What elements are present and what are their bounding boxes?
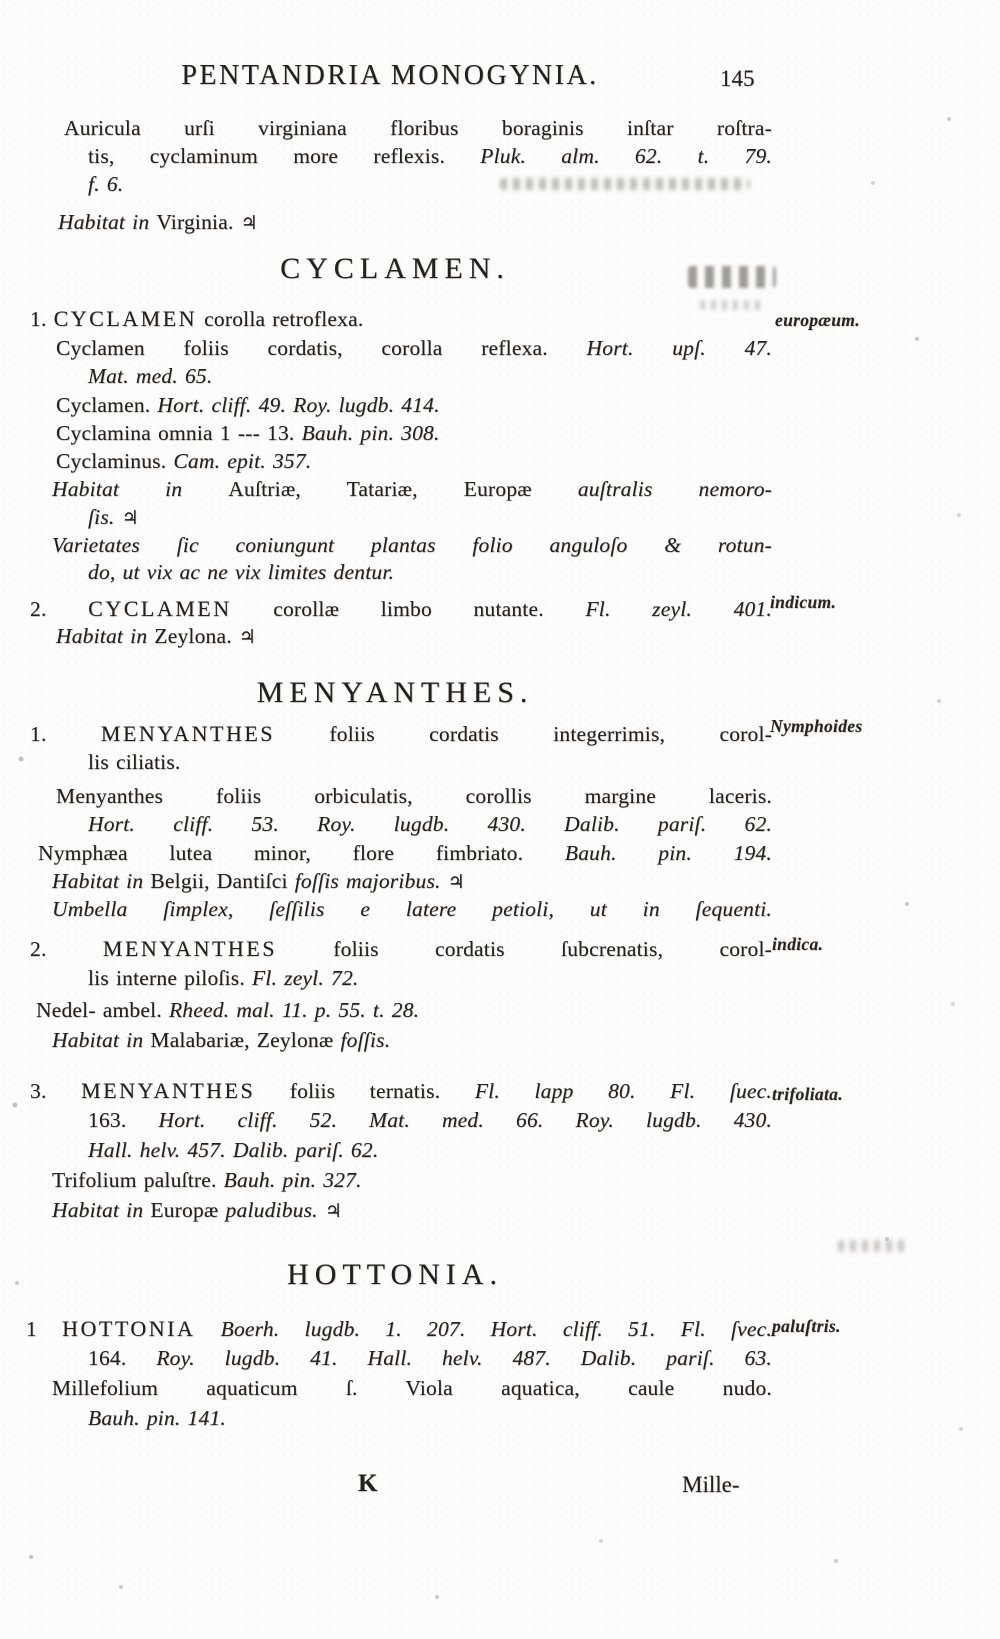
text-segment: ♃ xyxy=(447,871,465,893)
habitat-line xyxy=(52,869,465,894)
text-segment: lis ciliatis. xyxy=(88,750,181,774)
synonym-line xyxy=(56,393,440,418)
habitat-line xyxy=(52,1198,342,1223)
text-segment: 2. xyxy=(30,597,89,621)
text-segment: Umbella ſimplex, ſeſſilis e latere petioli, ut in ſequenti. xyxy=(52,897,772,921)
running-title: PENTANDRIA MONOGYNIA. xyxy=(181,60,599,91)
text-segment: Cam. epit. 357. xyxy=(173,449,312,473)
species-entry-line xyxy=(30,1078,772,1104)
text-segment xyxy=(195,1317,220,1341)
text-segment: Belgii, Dantiſci xyxy=(150,869,295,893)
text-segment: Bauh. pin. 327. xyxy=(223,1168,362,1192)
text-segment: Fl. zeyl. 72. xyxy=(251,966,359,990)
text-segment: ♃ xyxy=(324,1200,343,1222)
text-segment: foſſis. xyxy=(340,1028,391,1052)
synonym-line xyxy=(88,364,212,389)
synonym-line xyxy=(56,449,311,474)
scan-smudge xyxy=(838,1240,908,1252)
text-segment: Trifolium paluſtre. xyxy=(52,1168,224,1192)
text-segment: 2. xyxy=(30,937,103,961)
text-segment: Fl. zeyl. 401. xyxy=(585,597,772,621)
text-line xyxy=(88,144,772,169)
text-segment: Rheed. mal. 11. p. 55. t. 28. xyxy=(168,998,420,1022)
species-entry-line xyxy=(88,966,358,991)
text-segment: MENYANTHES xyxy=(102,936,277,961)
synonym-line xyxy=(52,1168,362,1193)
habitat-line xyxy=(56,624,256,649)
margin-epithet-nymphoides: Nymphoides xyxy=(770,716,863,736)
text-segment: Cyclaminus. xyxy=(56,449,174,473)
text-segment: do, ut vix ac ne vix limites dentur. xyxy=(88,560,395,584)
text-segment: Habitat in xyxy=(52,1198,151,1222)
text-segment: Cyclamina omnia 1 --- 13. xyxy=(56,421,302,445)
text-segment: 3. xyxy=(30,1079,82,1103)
scan-smudge xyxy=(700,300,762,310)
text-segment: 163. xyxy=(88,1108,159,1132)
text-segment: ♃ xyxy=(121,507,139,529)
note-line xyxy=(52,533,772,558)
text-segment: Auſtriæ, Tatariæ, Europæ xyxy=(228,477,578,501)
text-segment: corollæ limbo nutante. xyxy=(231,597,586,621)
text-segment: Pluk. alm. 62. t. 79. xyxy=(480,144,772,168)
text-segment: 1. xyxy=(30,307,54,331)
text-segment: CYCLAMEN xyxy=(88,596,232,621)
text-segment: Mat. med. 65. xyxy=(88,364,213,388)
text-segment: Bauh. pin. 141. xyxy=(88,1406,226,1430)
margin-epithet-europaeum: europæum. xyxy=(775,310,860,330)
text-segment: foliis cordatis integerrimis, corol- xyxy=(275,722,772,746)
text-segment: foſſis majoribus. xyxy=(294,869,448,893)
synonym-line xyxy=(56,784,772,809)
text-segment: Cyclamen foliis cordatis, corolla reflexa. xyxy=(56,336,587,360)
note-line xyxy=(88,560,394,585)
citation-line xyxy=(88,1138,378,1163)
text-line xyxy=(64,116,772,141)
synonym-line xyxy=(52,1376,772,1401)
text-segment: ſis. xyxy=(88,505,122,529)
margin-epithet-palustris: paluſtris. xyxy=(772,1316,841,1336)
habitat-line xyxy=(88,505,139,530)
text-segment: Bauh. pin. 308. xyxy=(301,421,440,445)
text-segment: ♃ xyxy=(238,626,257,648)
text-segment: Habitat in xyxy=(58,210,157,234)
text-segment: Hort. cliff. 53. Roy. lugdb. 430. Dalib. pariſ. 62. xyxy=(88,812,772,836)
citation-line xyxy=(88,1108,772,1133)
habitat-line xyxy=(58,210,258,235)
text-segment: 164. xyxy=(88,1346,157,1370)
text-segment: Zeylona. xyxy=(154,624,239,648)
text-segment: MENYANTHES xyxy=(81,1078,256,1103)
text-segment: Virginia. xyxy=(156,210,241,234)
synonym-line xyxy=(88,1406,226,1431)
species-entry-line xyxy=(30,936,772,962)
text-segment: Hort. upſ. 47. xyxy=(586,336,773,360)
text-segment: Nedel- ambel. xyxy=(36,998,169,1022)
text-segment: Roy. lugdb. 41. Hall. helv. 487. Dalib. pariſ. 63. xyxy=(156,1346,773,1370)
text-segment: tis, cyclaminum more reflexis. xyxy=(88,144,481,168)
text-segment: ♃ xyxy=(240,212,258,234)
species-entry-line xyxy=(26,1316,772,1342)
signature-mark: K xyxy=(358,1470,378,1497)
species-entry-line xyxy=(88,750,180,775)
synonym-line xyxy=(38,841,772,866)
species-entry-line xyxy=(30,306,363,332)
text-segment: Bauh. pin. 194. xyxy=(564,841,772,865)
synonym-line xyxy=(56,336,772,361)
synonym-line xyxy=(56,421,440,446)
synonym-line xyxy=(36,998,419,1023)
text-segment: Hort. cliff. 52. Mat. med. 66. Roy. lugdb. 430. xyxy=(158,1108,773,1132)
text-segment: Habitat in xyxy=(52,1028,151,1052)
text-segment: lis interne piloſis. xyxy=(88,966,252,990)
text-segment: Nymphæa lutea minor, flore fimbriato. xyxy=(38,841,565,865)
text-segment: corolla retroflexa. xyxy=(197,307,364,331)
text-segment: foliis cordatis ſubcrenatis, corol- xyxy=(276,937,772,961)
text-segment: MENYANTHES xyxy=(100,721,276,746)
margin-epithet-indicum: indicum. xyxy=(770,592,837,612)
text-segment: paludibus. xyxy=(225,1198,325,1222)
text-segment: Habitat in xyxy=(56,624,155,648)
synonym-line xyxy=(88,812,772,837)
text-segment: Auricula urſi virginiana floribus boraginis inſtar roſtra- xyxy=(64,116,772,140)
text-segment: 1 xyxy=(26,1317,63,1341)
text-segment: Varietates ſic coniungunt plantas folio anguloſo & rotun- xyxy=(52,533,772,557)
habitat-line xyxy=(52,477,772,502)
text-segment: auſtralis nemoro- xyxy=(577,477,773,501)
text-segment: 1. xyxy=(30,722,101,746)
habitat-line xyxy=(52,1028,390,1053)
text-segment: Hall. helv. 457. Dalib. pariſ. 62. xyxy=(88,1138,379,1162)
text-segment: f. 6. xyxy=(88,172,124,196)
genus-heading-cyclamen: CYCLAMEN. xyxy=(280,252,510,285)
text-segment: Habitat in xyxy=(52,477,229,501)
species-entry-line xyxy=(30,596,772,622)
text-line xyxy=(88,172,123,197)
text-segment: Menyanthes foliis orbiculatis, corollis margine laceris. xyxy=(56,784,772,808)
text-segment: Malabariæ, Zeylonæ xyxy=(150,1028,341,1052)
scan-smudge xyxy=(500,178,750,190)
scan-noise-dots xyxy=(0,0,2,2)
text-segment: CYCLAMEN xyxy=(53,306,198,331)
text-segment: Europæ xyxy=(150,1198,226,1222)
text-segment: Fl. lapp 80. Fl. ſuec. xyxy=(474,1079,772,1103)
text-segment: Millefolium aquaticum ſ. Viola aquatica, caule nudo. xyxy=(52,1376,772,1400)
species-entry-line xyxy=(30,721,772,747)
text-segment: Cyclamen. xyxy=(56,393,158,417)
text-segment: foliis ternatis. xyxy=(255,1079,475,1103)
note-line xyxy=(52,897,772,922)
margin-epithet-trifoliata: trifoliata. xyxy=(772,1084,843,1104)
page-number: 145 xyxy=(720,66,755,91)
text-segment: Boerh. lugdb. 1. 207. Hort. cliff. 51. Fl. ſvec. xyxy=(220,1317,772,1341)
catchword: Mille- xyxy=(682,1472,740,1497)
margin-epithet-indica: indica. xyxy=(772,934,824,954)
genus-heading-menyanthes: MENYANTHES. xyxy=(256,676,534,709)
genus-heading-hottonia: HOTTONIA. xyxy=(287,1258,503,1291)
text-segment: HOTTONIA xyxy=(62,1316,196,1341)
text-segment: Habitat in xyxy=(52,869,151,893)
citation-line xyxy=(88,1346,772,1371)
text-segment: Hort. cliff. 49. Roy. lugdb. 414. xyxy=(157,393,440,417)
